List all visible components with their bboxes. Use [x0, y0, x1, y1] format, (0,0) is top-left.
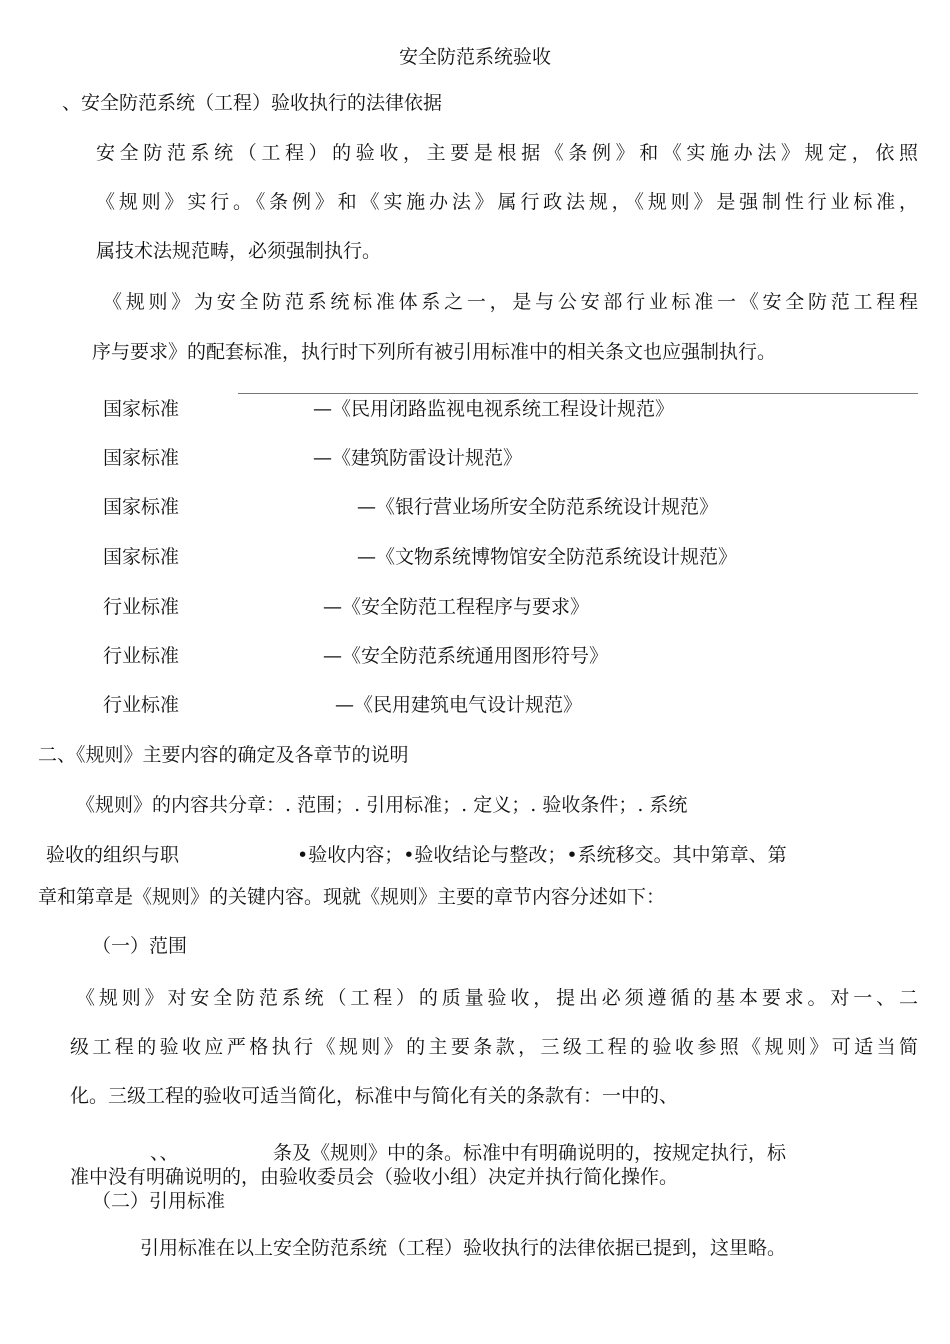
section1-para1-line1: 安全防范系统（工程）的验收，主要是根据《条例》和《实施办法》规定，依照: [96, 142, 918, 164]
subsection1-line4a: 、、: [150, 1142, 179, 1164]
standard-type: 国家标准: [103, 546, 180, 568]
section2-intro-line3: 章和第章是《规则》的关键内容。现就《规则》主要的章节内容分述如下：: [38, 886, 666, 908]
standard-type: 行业标准: [103, 596, 180, 618]
section2-heading: 二、《规则》主要内容的确定及各章节的说明: [38, 744, 409, 766]
standard-name: —《文物系统博物馆安全防范系统设计规范》: [357, 546, 738, 568]
standard-type: 行业标准: [103, 694, 180, 716]
standard-name: —《建筑防雷设计规范》: [313, 447, 523, 469]
standard-name: —《民用建筑电气设计规范》: [335, 694, 583, 716]
section1-para2-line1: 《规则》为安全防范系统标准体系之一，是与公安部行业标准一《安全防范工程程: [103, 291, 918, 313]
subsection1-line2: 级工程的验收应严格执行《规则》的主要条款，三级工程的验收参照《规则》可适当简: [70, 1036, 918, 1058]
section2-intro-line1: 《规则》的内容共分章：. 范围；. 引用标准；. 定义；. 验收条件；. 系统: [76, 794, 688, 816]
section1-para1-line3: 属技术法规范畴，必须强制执行。: [96, 240, 382, 262]
subsection1-heading: （一）范围: [92, 935, 188, 957]
subsection2-text: 引用标准在以上安全防范系统（工程）验收执行的法律依据已提到，这里略。: [140, 1237, 787, 1259]
section2-intro-line2b: •验收内容；•验收结论与整改；•系统移交。其中第章、第: [297, 844, 787, 866]
section1-para1-line2: 《规则》实行。《条例》和《实施办法》属行政法规，《规则》是强制性行业标准，: [96, 191, 918, 213]
standard-type: 国家标准: [103, 496, 180, 518]
subsection1-line3: 化。三级工程的验收可适当简化，标准中与简化有关的条款有：一中的、: [70, 1085, 679, 1107]
page-title: 安全防范系统验收: [398, 46, 551, 68]
subsection1-line4b: 条及《规则》中的条。标准中有明确说明的，按规定执行，标: [273, 1142, 787, 1164]
section1-heading: 、安全防范系统（工程）验收执行的法律依据: [62, 92, 443, 114]
standard-name: —《安全防范工程程序与要求》: [323, 596, 590, 618]
standard-name: —《民用闭路监视电视系统工程设计规范》: [313, 398, 675, 420]
section1-para2-line2: 序与要求》的配套标准，执行时下列所有被引用标准中的相关条文也应强制执行。: [92, 341, 777, 363]
standard-name: —《安全防范系统通用图形符号》: [323, 645, 609, 667]
standard-type: 国家标准: [103, 447, 180, 469]
subsection1-line5: 准中没有明确说明的，由验收委员会（验收小组）决定并执行简化操作。: [70, 1166, 679, 1188]
section2-intro-line2a: 验收的组织与职: [46, 844, 180, 866]
standard-name: —《银行营业场所安全防范系统设计规范》: [357, 496, 719, 518]
standard-type: 行业标准: [103, 645, 180, 667]
subsection2-heading: （二）引用标准: [92, 1190, 226, 1212]
standard-type: 国家标准: [103, 398, 180, 420]
divider-line: [238, 393, 918, 394]
subsection1-line1: 《规则》对安全防范系统（工程）的质量验收，提出必须遵循的基本要求。对一、二: [76, 987, 918, 1009]
